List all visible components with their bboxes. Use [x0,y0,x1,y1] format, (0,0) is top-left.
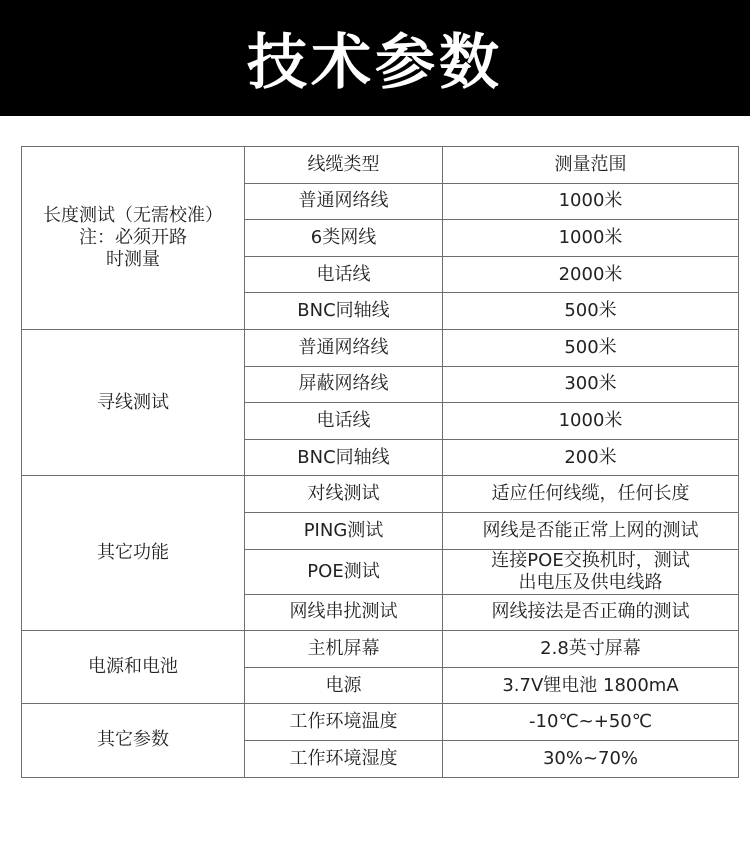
value-cell: 200米 [443,439,739,476]
function-cell: PING测试 [245,512,443,549]
spec-table [21,146,739,778]
value-cell: 500米 [443,293,739,330]
value-cell [443,549,739,594]
group-wire-tracing: 寻线测试 [22,329,245,475]
value-line: 连接POE交换机时，测试 [491,549,690,571]
function-cell: POE测试 [245,549,443,594]
function-cell: 网线串扰测试 [245,594,443,631]
value-cell: 1000米 [443,183,739,220]
group-other-params: 其它参数 [22,704,245,777]
table-row [22,329,739,366]
group-title-line: 长度测试（无需校准） [43,204,223,226]
page-title: 技术参数 [247,28,503,98]
item-cell: 工作环境湿度 [245,740,443,777]
value-cell: -10℃~+50℃ [443,704,739,741]
table-row [22,631,739,668]
cable-type-cell: 6类网线 [245,220,443,257]
value-cell: 2.8英寸屏幕 [443,631,739,668]
value-cell: 3.7V锂电池 1800mA [443,667,739,704]
cable-type-cell: 电话线 [245,256,443,293]
table-row [22,476,739,513]
value-cell: 网线是否能正常上网的测试 [443,512,739,549]
cable-type-cell: 普通网络线 [245,183,443,220]
value-cell: 2000米 [443,256,739,293]
group-power: 电源和电池 [22,631,245,704]
item-cell: 工作环境温度 [245,704,443,741]
table-row [22,704,739,741]
cable-type-cell: BNC同轴线 [245,293,443,330]
group-title-line: 注：必须开路 [79,226,187,248]
header-cable-type: 线缆类型 [245,147,443,184]
cable-type-cell: BNC同轴线 [245,439,443,476]
group-title-line: 时测量 [106,248,160,270]
function-cell: 对线测试 [245,476,443,513]
cable-type-cell: 普通网络线 [245,329,443,366]
cable-type-cell: 屏蔽网络线 [245,366,443,403]
cable-type-cell: 电话线 [245,403,443,440]
item-cell: 主机屏幕 [245,631,443,668]
header-range: 测量范围 [443,147,739,184]
value-line: 出电压及供电线路 [518,571,663,593]
table-row [22,147,739,184]
title-banner [0,0,750,116]
value-cell: 30%~70% [443,740,739,777]
value-cell: 适应任何线缆，任何长度 [443,476,739,513]
value-cell: 1000米 [443,403,739,440]
group-other-functions: 其它功能 [22,476,245,631]
value-cell: 500米 [443,329,739,366]
value-cell: 1000米 [443,220,739,257]
value-cell: 网线接法是否正确的测试 [443,594,739,631]
item-cell: 电源 [245,667,443,704]
group-length-test [22,147,245,330]
value-cell: 300米 [443,366,739,403]
